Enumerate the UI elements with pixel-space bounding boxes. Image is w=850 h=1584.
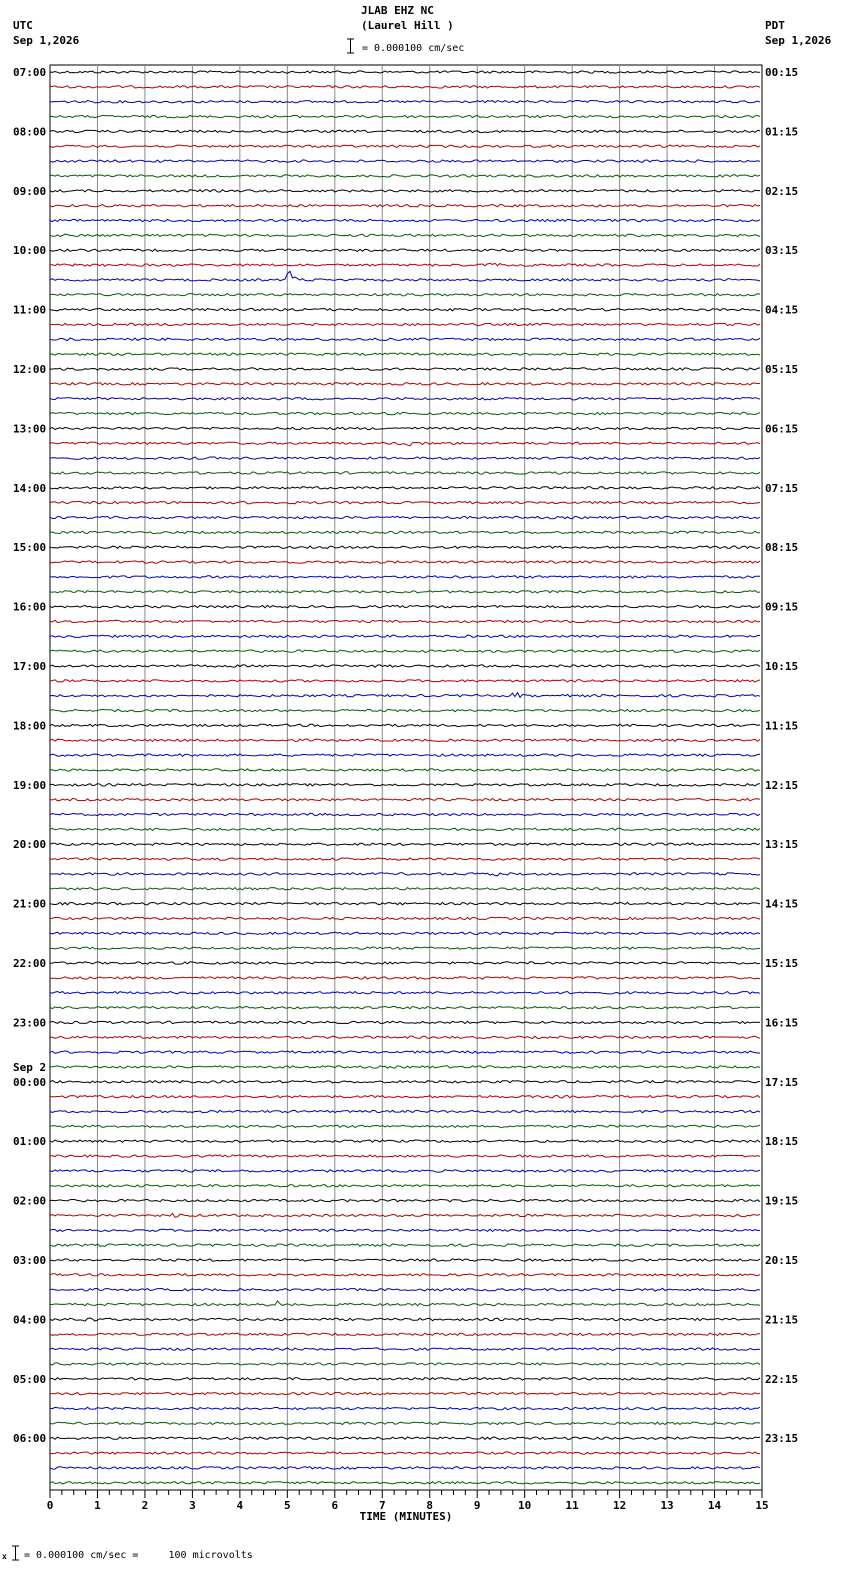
- seismic-trace: [50, 1274, 760, 1276]
- seismic-trace: [50, 1213, 760, 1217]
- seismic-trace: [50, 531, 760, 533]
- seismic-trace: [50, 130, 760, 132]
- seismic-trace: [50, 427, 760, 429]
- seismic-trace: [50, 828, 760, 830]
- x-tick-label: 13: [660, 1499, 674, 1512]
- seismic-trace: [50, 992, 760, 994]
- seismic-trace: [50, 784, 760, 786]
- utc-hour-label: 01:00: [13, 1135, 47, 1149]
- station-title: JLAB EHZ NC: [361, 4, 434, 17]
- seismic-trace: [50, 1199, 760, 1201]
- seismic-trace: [50, 353, 760, 355]
- seismic-trace: [50, 1452, 760, 1454]
- x-tick-label: 7: [378, 1499, 386, 1512]
- pdt-hour-label: 13:15: [765, 838, 799, 852]
- utc-hour-label: 23:00: [13, 1016, 47, 1030]
- seismic-trace: [50, 693, 760, 698]
- seismic-trace: [50, 338, 760, 340]
- seismic-trace: [50, 1333, 760, 1335]
- seismic-trace: [50, 442, 760, 446]
- seismic-trace: [50, 101, 760, 103]
- x-tick-label: 6: [331, 1499, 339, 1512]
- utc-hour-label: 14:00: [13, 481, 47, 495]
- pdt-hour-label: 03:15: [765, 244, 799, 258]
- seismic-trace: [50, 917, 760, 919]
- seismic-trace: [50, 1229, 760, 1231]
- pdt-hour-label: 19:15: [765, 1194, 799, 1208]
- day-change-label: Sep 2: [13, 1060, 47, 1074]
- seismic-trace: [50, 472, 760, 474]
- seismic-trace: [50, 1422, 760, 1424]
- seismic-trace: [50, 843, 760, 845]
- seismic-trace: [50, 502, 760, 504]
- seismic-trace: [50, 1036, 760, 1038]
- pdt-hour-label: 10:15: [765, 660, 799, 673]
- seismic-trace: [50, 368, 760, 370]
- seismic-trace: [50, 412, 760, 414]
- scale-text: = 0.000100 cm/sec: [362, 43, 465, 54]
- x-axis-label: TIME (MINUTES): [359, 1510, 453, 1523]
- seismic-trace: [50, 680, 760, 682]
- seismic-trace: [50, 1125, 760, 1127]
- seismic-trace: [50, 487, 760, 489]
- seismic-trace: [50, 219, 760, 221]
- pdt-hour-label: 17:15: [765, 1075, 799, 1089]
- pdt-hour-label: 20:15: [765, 1254, 799, 1267]
- seismic-trace: [50, 813, 760, 815]
- utc-zone-label: UTC: [13, 19, 33, 32]
- seismic-trace: [50, 739, 760, 741]
- seismic-trace: [50, 591, 760, 593]
- utc-hour-label: 05:00: [13, 1372, 47, 1386]
- seismic-trace: [50, 665, 760, 667]
- seismic-trace: [50, 962, 760, 964]
- seismic-trace: [50, 1348, 760, 1350]
- seismic-trace: [50, 145, 760, 147]
- seismic-trace: [50, 1155, 760, 1157]
- seismic-trace: [50, 1407, 760, 1409]
- pdt-hour-label: 01:15: [765, 125, 799, 139]
- utc-hour-label: 10:00: [13, 244, 47, 258]
- footer-marker: x: [2, 1552, 7, 1561]
- utc-hour-label: 08:00: [13, 125, 47, 139]
- seismic-trace: [50, 724, 760, 726]
- pdt-hour-label: 16:15: [765, 1016, 799, 1030]
- pdt-hour-label: 07:15: [765, 481, 799, 495]
- seismic-trace: [50, 709, 760, 711]
- x-tick-label: 9: [473, 1499, 481, 1512]
- seismic-trace: [50, 546, 760, 548]
- seismic-trace: [50, 115, 760, 117]
- x-tick-label: 0: [46, 1499, 54, 1512]
- seismic-trace: [50, 1170, 760, 1172]
- seismic-trace: [50, 620, 760, 622]
- calibration-bar-icon: [11, 1545, 20, 1561]
- pdt-hour-label: 00:15: [765, 66, 799, 79]
- seismic-trace: [50, 799, 760, 801]
- x-tick-label: 3: [189, 1499, 196, 1512]
- x-tick-label: 1: [94, 1499, 101, 1512]
- x-tick-label: 15: [755, 1499, 769, 1512]
- utc-hour-label: 22:00: [13, 957, 47, 970]
- pdt-hour-label: 12:15: [765, 778, 799, 792]
- seismic-trace: [50, 605, 760, 607]
- x-tick-label: 14: [707, 1499, 722, 1512]
- seismic-trace: [50, 71, 760, 73]
- seismic-trace: [50, 1066, 760, 1068]
- seismic-trace: [50, 160, 760, 162]
- utc-hour-label: 12:00: [13, 363, 47, 376]
- seismic-trace: [50, 1363, 760, 1365]
- seismic-trace: [50, 457, 760, 459]
- seismic-trace: [50, 294, 760, 296]
- seismic-trace: [50, 1185, 760, 1187]
- seismic-trace: [50, 769, 760, 771]
- seismic-trace: [50, 205, 760, 207]
- seismic-trace: [50, 1301, 760, 1306]
- seismic-trace: [50, 650, 760, 652]
- utc-hour-label: 18:00: [13, 719, 47, 733]
- seismic-trace: [50, 1393, 760, 1395]
- x-tick-label: 10: [518, 1499, 532, 1512]
- utc-hour-label: 15:00: [13, 541, 47, 555]
- seismic-trace: [50, 175, 760, 177]
- pdt-hour-label: 15:15: [765, 957, 799, 970]
- seismic-trace: [50, 977, 760, 979]
- pdt-hour-label: 08:15: [765, 541, 799, 555]
- pdt-hour-label: 06:15: [765, 422, 799, 436]
- pdt-hour-label: 23:15: [765, 1432, 799, 1446]
- pdt-hour-label: 21:15: [765, 1313, 799, 1327]
- seismic-trace: [50, 902, 760, 904]
- pdt-hour-label: 11:15: [765, 719, 799, 733]
- utc-hour-label: 21:00: [13, 897, 47, 911]
- x-tick-label: 5: [284, 1499, 291, 1512]
- seismic-trace: [50, 888, 760, 890]
- utc-hour-label: 06:00: [13, 1432, 47, 1446]
- x-tick-label: 2: [141, 1499, 149, 1512]
- seismic-trace: [50, 858, 760, 860]
- seismic-trace: [50, 1259, 760, 1261]
- seismic-trace: [50, 190, 760, 192]
- seismic-trace: [50, 249, 760, 251]
- utc-hour-label: 17:00: [13, 660, 47, 673]
- seismic-trace: [50, 754, 760, 756]
- seismic-trace: [50, 516, 760, 518]
- utc-hour-label: 09:00: [13, 184, 47, 198]
- x-tick-label: 4: [236, 1499, 244, 1512]
- seismic-trace: [50, 263, 760, 266]
- utc-hour-label: 02:00: [13, 1194, 47, 1208]
- seismic-trace: [50, 1288, 760, 1291]
- utc-hour-label: 00:00: [13, 1075, 47, 1089]
- seismic-trace: [50, 873, 760, 876]
- utc-hour-label: 13:00: [13, 422, 47, 436]
- seismic-trace: [50, 1482, 760, 1484]
- x-tick-label: 12: [612, 1499, 627, 1512]
- seismic-trace: [50, 1006, 760, 1008]
- pdt-hour-label: 02:15: [765, 184, 799, 198]
- seismic-trace: [50, 1437, 760, 1439]
- pdt-hour-label: 14:15: [765, 897, 799, 911]
- pdt-zone-label: PDT: [765, 19, 785, 32]
- calibration-text: = 0.000100 cm/sec = 100 microvolts: [24, 1550, 253, 1561]
- seismic-trace: [50, 1096, 760, 1098]
- seismic-trace: [50, 323, 760, 325]
- seismic-trace: [50, 561, 760, 563]
- seismic-trace: [50, 1110, 760, 1112]
- seismic-trace: [50, 932, 760, 934]
- utc-hour-label: 20:00: [13, 838, 47, 852]
- seismic-trace: [50, 1244, 760, 1246]
- seismic-trace: [50, 1318, 760, 1321]
- utc-hour-label: 04:00: [13, 1313, 47, 1327]
- utc-hour-label: 16:00: [13, 600, 47, 614]
- seismic-trace: [50, 1021, 760, 1023]
- seismic-trace: [50, 635, 760, 637]
- seismic-trace: [50, 1467, 760, 1469]
- utc-hour-label: 19:00: [13, 778, 47, 792]
- seismic-trace: [50, 398, 760, 400]
- seismic-trace: [50, 383, 760, 385]
- utc-hour-label: 07:00: [13, 66, 47, 79]
- utc-hour-label: 11:00: [13, 303, 47, 317]
- seismic-trace: [50, 1051, 760, 1053]
- pdt-hour-label: 18:15: [765, 1135, 799, 1149]
- seismic-trace: [50, 308, 760, 310]
- utc-hour-label: 03:00: [13, 1254, 47, 1267]
- seismic-trace: [50, 234, 760, 236]
- x-tick-label: 11: [565, 1499, 579, 1512]
- utc-date-label: Sep 1,2026: [13, 34, 80, 47]
- x-tick-label: 8: [426, 1499, 434, 1512]
- pdt-hour-label: 04:15: [765, 303, 799, 317]
- seismic-trace: [50, 1378, 760, 1380]
- site-subtitle: (Laurel Hill ): [361, 19, 454, 32]
- seismic-trace: [50, 576, 760, 578]
- pdt-hour-label: 09:15: [765, 600, 799, 614]
- pdt-hour-label: 22:15: [765, 1372, 799, 1386]
- pdt-hour-label: 05:15: [765, 363, 799, 376]
- seismic-trace: [50, 86, 760, 88]
- seismic-trace: [50, 1140, 760, 1142]
- seismic-trace: [50, 947, 760, 949]
- seismic-trace: [50, 271, 760, 281]
- pdt-date-label: Sep 1,2026: [765, 34, 832, 47]
- seismic-trace: [50, 1081, 760, 1083]
